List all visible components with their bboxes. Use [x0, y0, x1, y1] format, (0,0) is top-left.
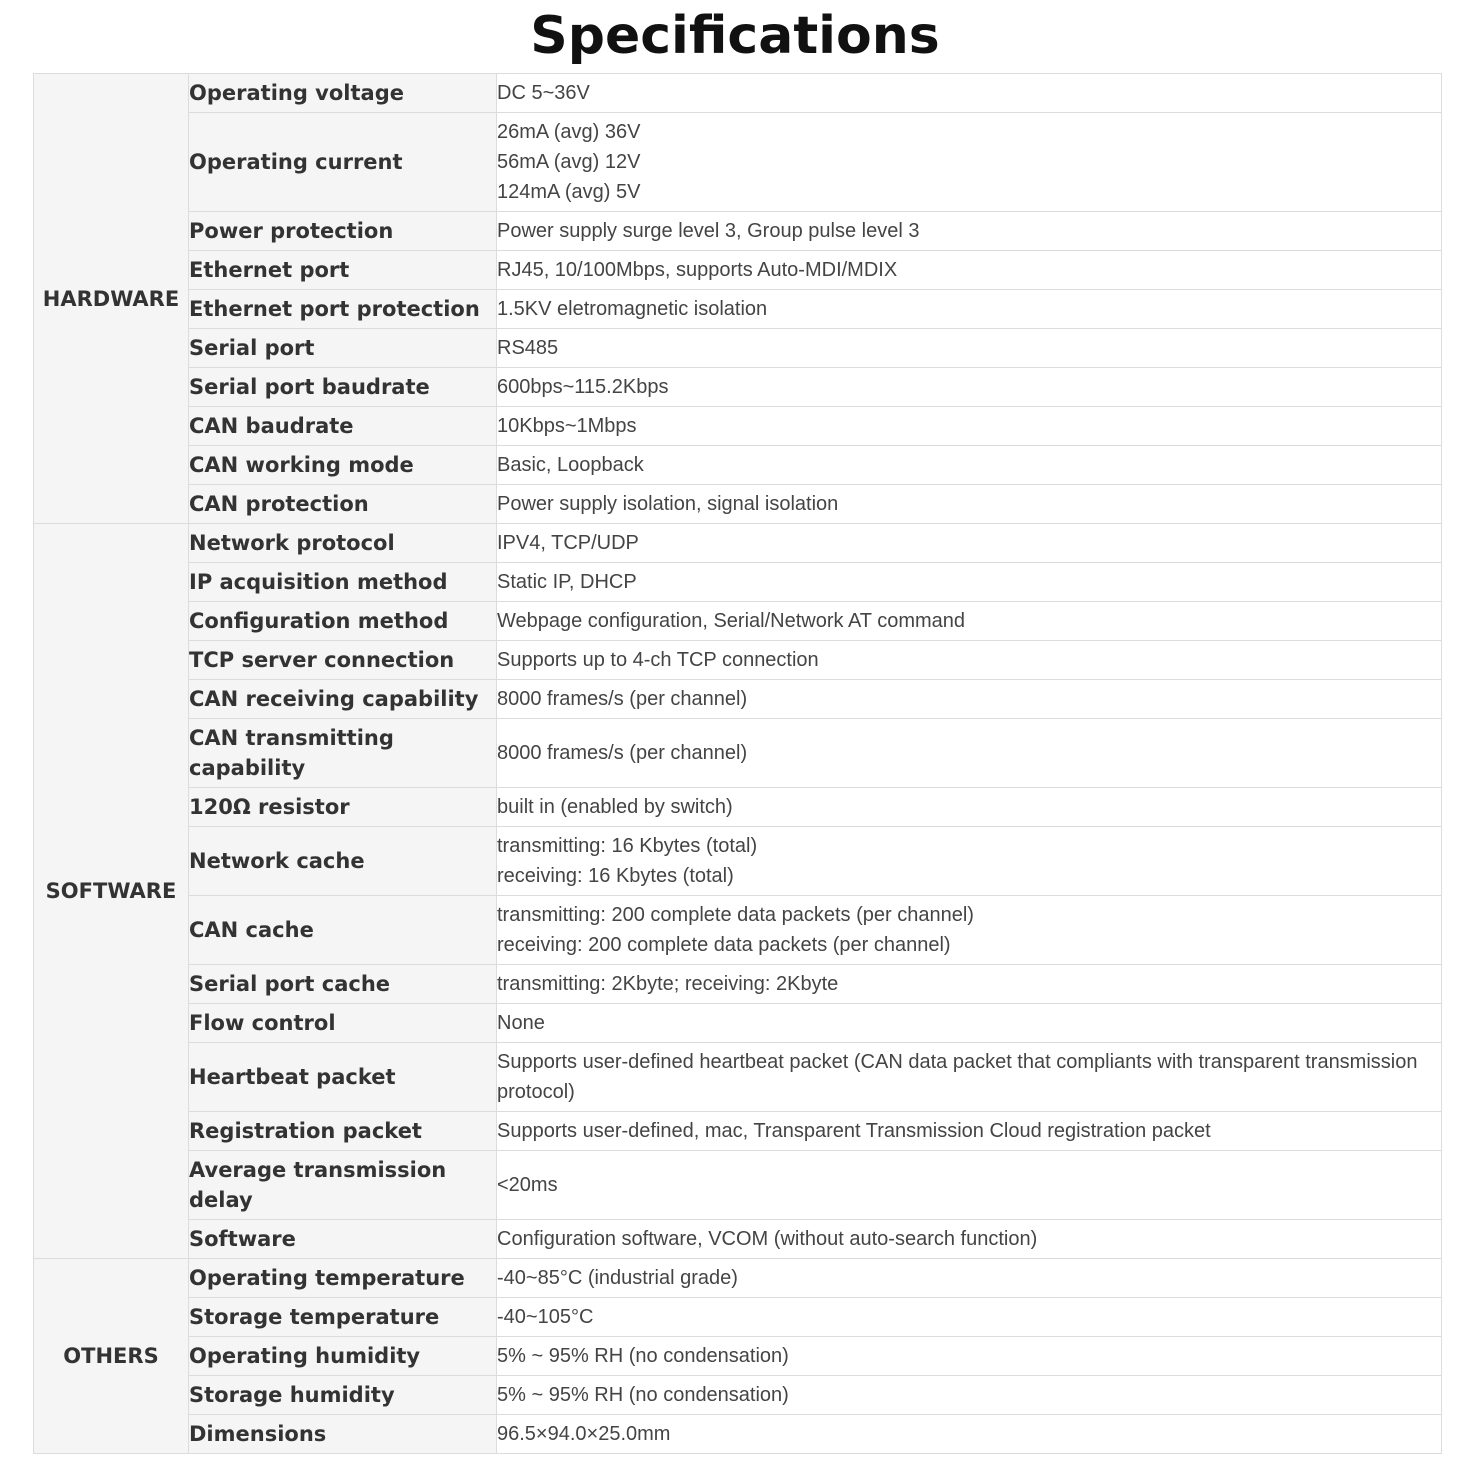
- value-line: 96.5×94.0×25.0mm: [497, 1423, 671, 1445]
- parameter-value: [497, 446, 1442, 485]
- parameter-name: Operating humidity: [189, 1337, 497, 1376]
- parameter-name: CAN working mode: [189, 446, 497, 485]
- parameter-name: Power protection: [189, 212, 497, 251]
- table-row: [34, 485, 1442, 524]
- parameter-value: [497, 1004, 1442, 1043]
- parameter-name: Storage temperature: [189, 1298, 497, 1337]
- parameter-name: Ethernet port: [189, 251, 497, 290]
- value-line: Static IP, DHCP: [497, 571, 637, 593]
- parameter-name: TCP server connection: [189, 641, 497, 680]
- parameter-value: [497, 113, 1442, 212]
- table-row: [34, 719, 1442, 788]
- table-row: [34, 965, 1442, 1004]
- parameter-name: Ethernet port protection: [189, 290, 497, 329]
- parameter-value: [497, 74, 1442, 113]
- table-row: [34, 113, 1442, 212]
- parameter-name: CAN transmitting capability: [189, 719, 497, 788]
- table-row: [34, 1337, 1442, 1376]
- parameter-value: [497, 1043, 1442, 1112]
- parameter-value: [497, 1376, 1442, 1415]
- value-line: Power supply surge level 3, Group pulse level 3: [497, 220, 920, 242]
- table-row: [34, 1376, 1442, 1415]
- value-line: None: [497, 1012, 545, 1034]
- parameter-name: Operating voltage: [189, 74, 497, 113]
- table-row: [34, 329, 1442, 368]
- value-line: transmitting: 2Kbyte; receiving: 2Kbyte: [497, 973, 839, 995]
- table-row: [34, 827, 1442, 896]
- value-line: 10Kbps~1Mbps: [497, 415, 637, 437]
- table-row: [34, 290, 1442, 329]
- parameter-name: Serial port: [189, 329, 497, 368]
- parameter-name: Storage humidity: [189, 1376, 497, 1415]
- parameter-value: [497, 290, 1442, 329]
- parameter-value: [497, 1259, 1442, 1298]
- value-line: receiving: 200 complete data packets (per channel): [497, 934, 951, 956]
- parameter-name: CAN cache: [189, 896, 497, 965]
- value-line: -40~85°C (industrial grade): [497, 1267, 738, 1289]
- parameter-value: [497, 719, 1442, 788]
- value-line: built in (enabled by switch): [497, 796, 733, 818]
- parameter-name: Operating temperature: [189, 1259, 497, 1298]
- table-row: [34, 788, 1442, 827]
- parameter-value: [497, 368, 1442, 407]
- table-row: [34, 1220, 1442, 1259]
- parameter-value: [497, 563, 1442, 602]
- parameter-value: [497, 212, 1442, 251]
- parameter-value: [497, 524, 1442, 563]
- parameter-value: [497, 641, 1442, 680]
- parameter-name: Registration packet: [189, 1112, 497, 1151]
- value-line: <20ms: [497, 1174, 558, 1196]
- parameter-name: Serial port baudrate: [189, 368, 497, 407]
- parameter-name: Average transmission delay: [189, 1151, 497, 1220]
- parameter-name: Operating current: [189, 113, 497, 212]
- table-row: [34, 74, 1442, 113]
- value-line: 5% ~ 95% RH (no condensation): [497, 1345, 789, 1367]
- section-category-label: OTHERS: [34, 1259, 189, 1454]
- table-row: [34, 1298, 1442, 1337]
- value-line: Basic, Loopback: [497, 454, 644, 476]
- parameter-name: Configuration method: [189, 602, 497, 641]
- value-line: RS485: [497, 337, 559, 359]
- table-row: [34, 641, 1442, 680]
- parameter-name: 120Ω resistor: [189, 788, 497, 827]
- value-line: 26mA (avg) 36V: [497, 121, 641, 143]
- value-line: 5% ~ 95% RH (no condensation): [497, 1384, 789, 1406]
- parameter-value: [497, 896, 1442, 965]
- value-line: Supports up to 4-ch TCP connection: [497, 649, 819, 671]
- value-line: IPV4, TCP/UDP: [497, 532, 639, 554]
- table-row: [34, 1043, 1442, 1112]
- value-line: transmitting: 16 Kbytes (total): [497, 835, 758, 857]
- parameter-name: CAN baudrate: [189, 407, 497, 446]
- parameter-name: Heartbeat packet: [189, 1043, 497, 1112]
- parameter-value: [497, 1151, 1442, 1220]
- parameter-name: Serial port cache: [189, 965, 497, 1004]
- value-line: 8000 frames/s (per channel): [497, 688, 748, 710]
- table-row: [34, 368, 1442, 407]
- parameter-name: Network cache: [189, 827, 497, 896]
- value-line: transmitting: 200 complete data packets (per channel): [497, 904, 974, 926]
- specifications-table: [33, 73, 1442, 1454]
- parameter-name: Flow control: [189, 1004, 497, 1043]
- value-line: 1.5KV eletromagnetic isolation: [497, 298, 768, 320]
- value-line: 600bps~115.2Kbps: [497, 376, 669, 398]
- table-row: [34, 446, 1442, 485]
- parameter-value: [497, 602, 1442, 641]
- table-row: [34, 563, 1442, 602]
- value-line: 8000 frames/s (per channel): [497, 742, 748, 764]
- value-line: receiving: 16 Kbytes (total): [497, 865, 734, 887]
- value-line: RJ45, 10/100Mbps, supports Auto-MDI/MDIX: [497, 259, 898, 281]
- parameter-name: CAN protection: [189, 485, 497, 524]
- table-row: [34, 1415, 1442, 1454]
- parameter-value: [497, 329, 1442, 368]
- section-category-label: HARDWARE: [34, 74, 189, 524]
- value-line: Configuration software, VCOM (without auto-search function): [497, 1228, 1038, 1250]
- parameter-value: [497, 251, 1442, 290]
- parameter-name: Dimensions: [189, 1415, 497, 1454]
- value-line: 124mA (avg) 5V: [497, 181, 641, 203]
- parameter-value: [497, 1112, 1442, 1151]
- table-row: [34, 1151, 1442, 1220]
- parameter-name: IP acquisition method: [189, 563, 497, 602]
- table-row: [34, 1112, 1442, 1151]
- table-row: [34, 251, 1442, 290]
- parameter-name: Software: [189, 1220, 497, 1259]
- table-row: [34, 680, 1442, 719]
- table-row: [34, 896, 1442, 965]
- parameter-value: [497, 1415, 1442, 1454]
- parameter-value: [497, 1337, 1442, 1376]
- parameter-value: [497, 1298, 1442, 1337]
- parameter-value: [497, 788, 1442, 827]
- value-line: Webpage configuration, Serial/Network AT command: [497, 610, 966, 632]
- value-line: Power supply isolation, signal isolation: [497, 493, 839, 515]
- table-row: [34, 524, 1442, 563]
- parameter-value: [497, 1220, 1442, 1259]
- table-row: [34, 602, 1442, 641]
- table-row: [34, 1004, 1442, 1043]
- value-line: Supports user-defined, mac, Transparent Transmission Cloud registration packet: [497, 1120, 1211, 1142]
- parameter-value: [497, 407, 1442, 446]
- table-row: [34, 212, 1442, 251]
- parameter-value: [497, 680, 1442, 719]
- value-line: 56mA (avg) 12V: [497, 151, 641, 173]
- parameter-value: [497, 827, 1442, 896]
- value-line: DC 5~36V: [497, 82, 590, 104]
- table-row: [34, 1259, 1442, 1298]
- parameter-value: [497, 965, 1442, 1004]
- section-category-label: SOFTWARE: [34, 524, 189, 1259]
- parameter-value: [497, 485, 1442, 524]
- page-title: Specifications: [530, 6, 940, 66]
- value-line: -40~105°C: [497, 1306, 594, 1328]
- specifications-table-body: [34, 74, 1442, 1454]
- parameter-name: Network protocol: [189, 524, 497, 563]
- parameter-name: CAN receiving capability: [189, 680, 497, 719]
- value-line: Supports user-defined heartbeat packet (CAN data packet that compliants with transparent transmission protocol): [497, 1051, 1418, 1103]
- table-row: [34, 407, 1442, 446]
